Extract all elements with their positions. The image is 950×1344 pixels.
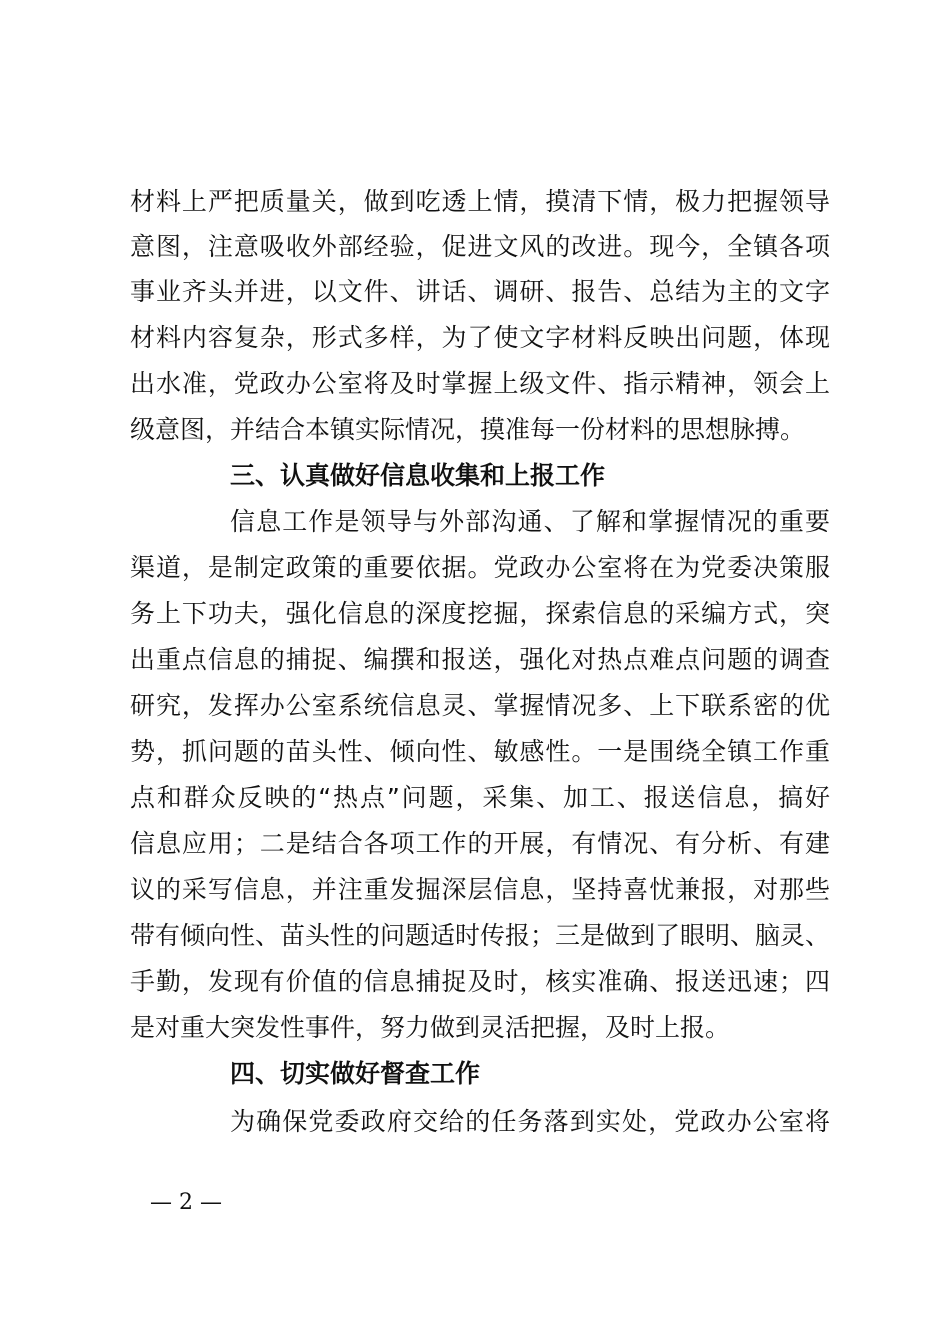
body-text-line: 手勤，发现有价值的信息捕捉及时，核实准确、报送迅速；四 <box>130 967 830 996</box>
body-text-line: 势，抓问题的苗头性、倾向性、敏感性。一是围绕全镇工作重 <box>130 737 830 766</box>
body-text-line: 材料上严把质量关，做到吃透上情，摸清下情，极力把握领导 <box>130 187 830 216</box>
body-text-line: 渠道，是制定政策的重要依据。党政办公室将在为党委决策服 <box>130 553 830 582</box>
body-text-line: 务上下功夫，强化信息的深度挖掘，探索信息的采编方式，突 <box>130 599 830 628</box>
section-heading-4: 四、切实做好督查工作 <box>230 1059 481 1088</box>
body-text-line: 研究，发挥办公室系统信息灵、掌握情况多、上下联系密的优 <box>130 691 830 720</box>
body-text-line: 意图，注意吸收外部经验，促进文风的改进。现今，全镇各项 <box>130 232 830 261</box>
section-heading-3: 三、认真做好信息收集和上报工作 <box>230 461 606 490</box>
body-text-line: 出水准，党政办公室将及时掌握上级文件、指示精神，领会上 <box>130 369 830 398</box>
body-text-line: 带有倾向性、苗头性的问题适时传报；三是做到了眼明、脑灵、 <box>130 921 831 950</box>
body-text-line: 点和群众反映的“热点”问题，采集、加工、报送信息，搞好 <box>130 783 830 812</box>
body-text-line: 级意图，并结合本镇实际情况，摸准每一份材料的思想脉搏。 <box>130 415 806 444</box>
body-text-line: 事业齐头并进，以文件、讲话、调研、报告、总结为主的文字 <box>130 277 830 306</box>
body-text-line: 议的采写信息，并注重发掘深层信息，坚持喜忧兼报，对那些 <box>130 875 830 904</box>
body-text-line: 信息工作是领导与外部沟通、了解和掌握情况的重要 <box>230 507 830 536</box>
body-text-line: 出重点信息的捕捉、编撰和报送，强化对热点难点问题的调查 <box>130 645 830 674</box>
body-text-line: 为确保党委政府交给的任务落到实处，党政办公室将 <box>230 1107 830 1136</box>
body-text-line: 是对重大突发性事件，努力做到灵活把握，及时上报。 <box>130 1013 731 1042</box>
page-number: — 2 — <box>150 1190 222 1215</box>
body-text-line: 信息应用；二是结合各项工作的开展，有情况、有分析、有建 <box>130 829 830 858</box>
body-text-line: 材料内容复杂，形式多样，为了使文字材料反映出问题，体现 <box>130 323 830 352</box>
